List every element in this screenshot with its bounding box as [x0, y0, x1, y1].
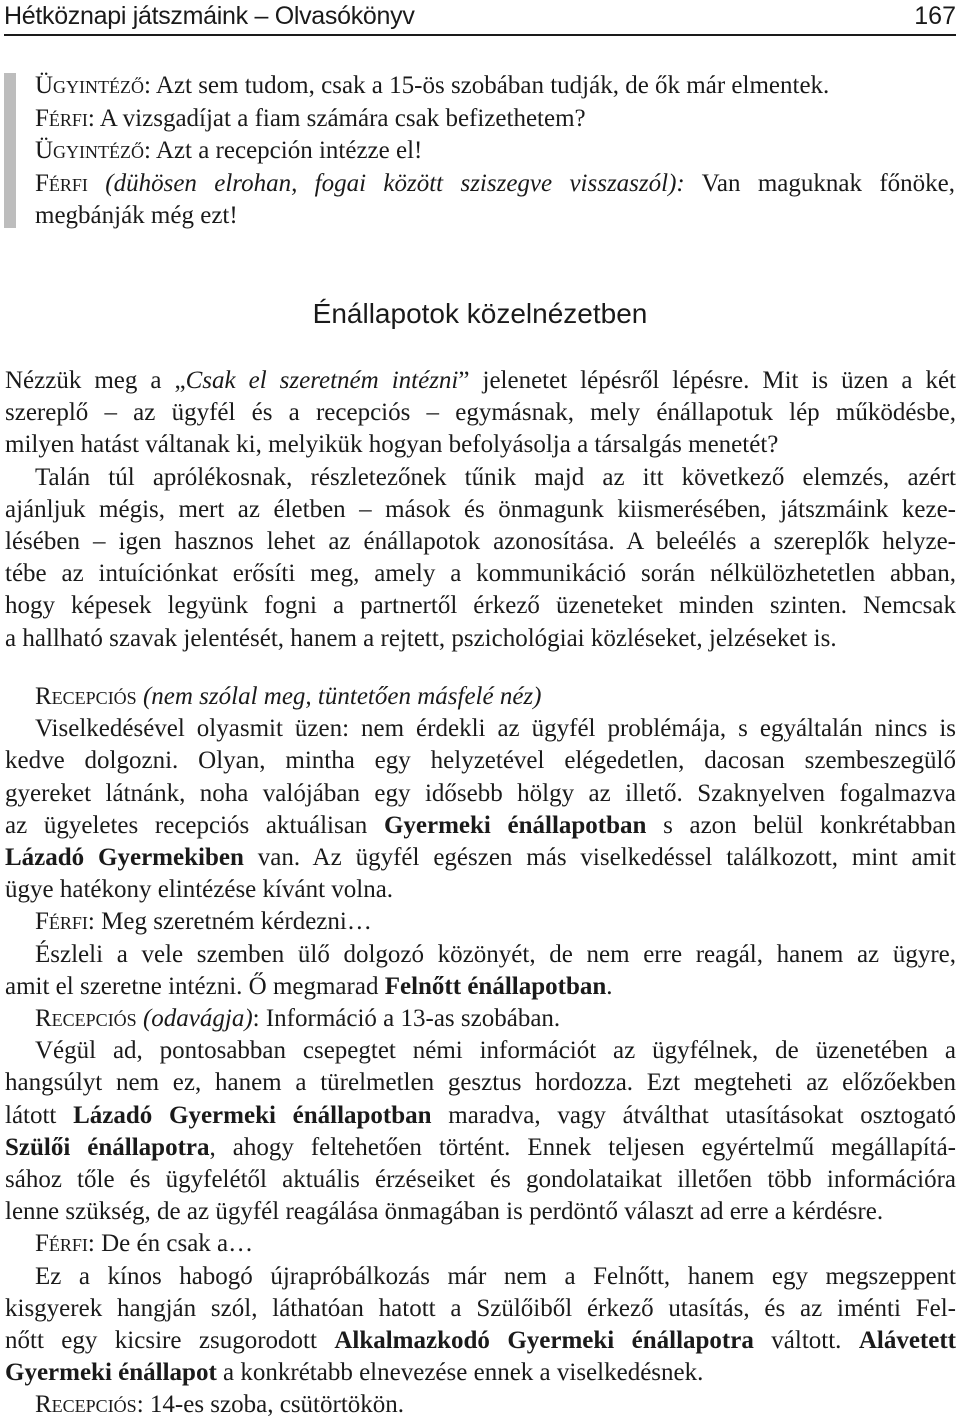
text-line: nőtt egy kicsire zsugorodott Alkalmazkodó Gyermeki énállapotra váltott. Alávetett [5, 1327, 956, 1355]
speaker-line: Recepciós (nem szólal meg, tüntetően másfelé néz) [35, 683, 542, 710]
text-line: Ez a kínos habogó újrapróbálkozás már nem a Felnőtt, hanem egy megszeppent [35, 1262, 956, 1290]
text-line: kedve dolgozni. Olyan, mintha egy helyzetével elégedetlen, dacosan szembeszegülő [5, 747, 956, 775]
text-line: Észleli a vele szemben ülő dolgozó közönyét, de nem erre reagál, hanem az ügyre, [35, 940, 956, 968]
text-line: gyereket látnánk, noha valójában egy idősebb hölgy az illető. Szaknyelven fogalmazva [5, 779, 956, 807]
dialog-line: megbánják még ezt! [35, 202, 238, 229]
speaker-line: Recepciós (odavágja): Információ a 13-as szobában. [35, 1005, 561, 1033]
text-line: Nézzük meg a „Csak el szeretném intézni” jelenetet lépésről lépésre. Mit is üzen a két [5, 367, 957, 394]
text-line: ajánljuk mégis, mert az életben – mások és önmagunk kiismerésében, játszmáink keze- [5, 495, 956, 523]
text-line: tébe az intuíciónkat erősíti meg, amely a kommunikáció során nélkülözhetetlen abban, [5, 560, 956, 588]
dialog-block [35, 70, 955, 233]
text-line: Gyermeki énállapot a konkrétabb elnevezése ennek a viselkedésnek. [5, 1359, 704, 1387]
text-line: az ügyeletes recepciós aktuálisan Gyermeki énállapotban s azon belül konkrétabban [5, 811, 957, 839]
text-line: szereplő – az ügyfél és a recepciós – egymásnak, mely énállapotuk lép működésbe, [5, 399, 956, 427]
dialog-line: Férfi (dühösen elrohan, fogai között sziszegve visszaszól): Van maguknak főnöke, [35, 169, 955, 197]
text-line: Talán túl aprólékosnak, részletezőnek tűnik majd az itt következő elemzés, azért [35, 463, 956, 491]
text-line: hogy képesek legyünk fogni a partnertől érkező üzeneteket minden szinten. Nemcsak [5, 592, 956, 620]
dialog-line: Ügyintéző: Azt sem tudom, csak a 15-ös szobában tudják, de ők már elmentek. [35, 72, 830, 99]
page-number: 167 [914, 2, 956, 30]
text-line: a hallható szavak jelentését, hanem a rejtett, pszichológiai közléseket, jelzéseket is. [5, 624, 837, 652]
speaker-line: Férfi: Meg szeretném kérdezni… [35, 908, 372, 936]
text-line: Viselkedésével olyasmit üzen: nem érdekli az ügyfél problémája, s egyáltalán nincs is [35, 715, 956, 743]
text-line: kisgyerek hangján szól, láthatóan hatott a Szülőiből érkező utasítás, és az iménti Fel- [5, 1294, 956, 1322]
header-title: Hétköznapi játszmáink – Olvasókönyv [4, 2, 415, 30]
speaker-line: Férfi: De én csak a… [35, 1230, 254, 1258]
text-line: milyen hatást váltanak ki, melyikük hogyan befolyásolja a társalgás menetét? [5, 431, 779, 459]
text-line: Végül ad, pontosabban csepegtet némi információt az ügyfélnek, de üzenetében a [35, 1037, 956, 1065]
intro-paragraph [5, 365, 956, 655]
text-line: amit el szeretne intézni. Ő megmarad Felnőtt énállapotban. [5, 972, 613, 1000]
section-title: Énállapotok közelnézetben [312, 298, 648, 329]
analysis-block [5, 681, 956, 1422]
text-line: Lázadó Gyermekiben van. Az ügyfél egészen más viselkedéssel találkozott, mint amit [5, 844, 956, 872]
text-line: Szülői énállapotra, ahogy feltehetően történt. Ennek teljesen egyértelmű megállapítá- [5, 1133, 957, 1161]
text-line: lésében – igen hasznos lehet az énállapotok azonosítása. A beleélés a szereplők helyze- [5, 528, 956, 556]
margin-bar [4, 73, 16, 228]
speaker-line: Recepciós: 14-es szoba, csütörtökön. [35, 1391, 405, 1419]
running-header [4, 0, 956, 36]
text-line: látott Lázadó Gyermeki énállapotban maradva, vagy átválthat utasításokat osztogató [5, 1101, 957, 1129]
text-line: sához tőle és ügyfelétől aktuális érzéseiket és gondolataikat illetően több információra [5, 1166, 956, 1194]
text-line: ügye hatékony elintézése kívánt volna. [5, 876, 394, 904]
dialog-line: Férfi: A vizsgadíjat a fiam számára csak befizethetem? [35, 104, 586, 132]
text-line: lenne szükség, de az ügyfél reagálása önmagában is perdöntő választ ad erre a kérdésre. [5, 1198, 884, 1226]
text-line: hangsúlyt nem ez, hanem a türelmetlen gesztus hordozza. Ezt megteheti az előzőekben [5, 1069, 956, 1097]
dialog-line: Ügyintéző: Azt a recepción intézze el! [35, 137, 423, 164]
